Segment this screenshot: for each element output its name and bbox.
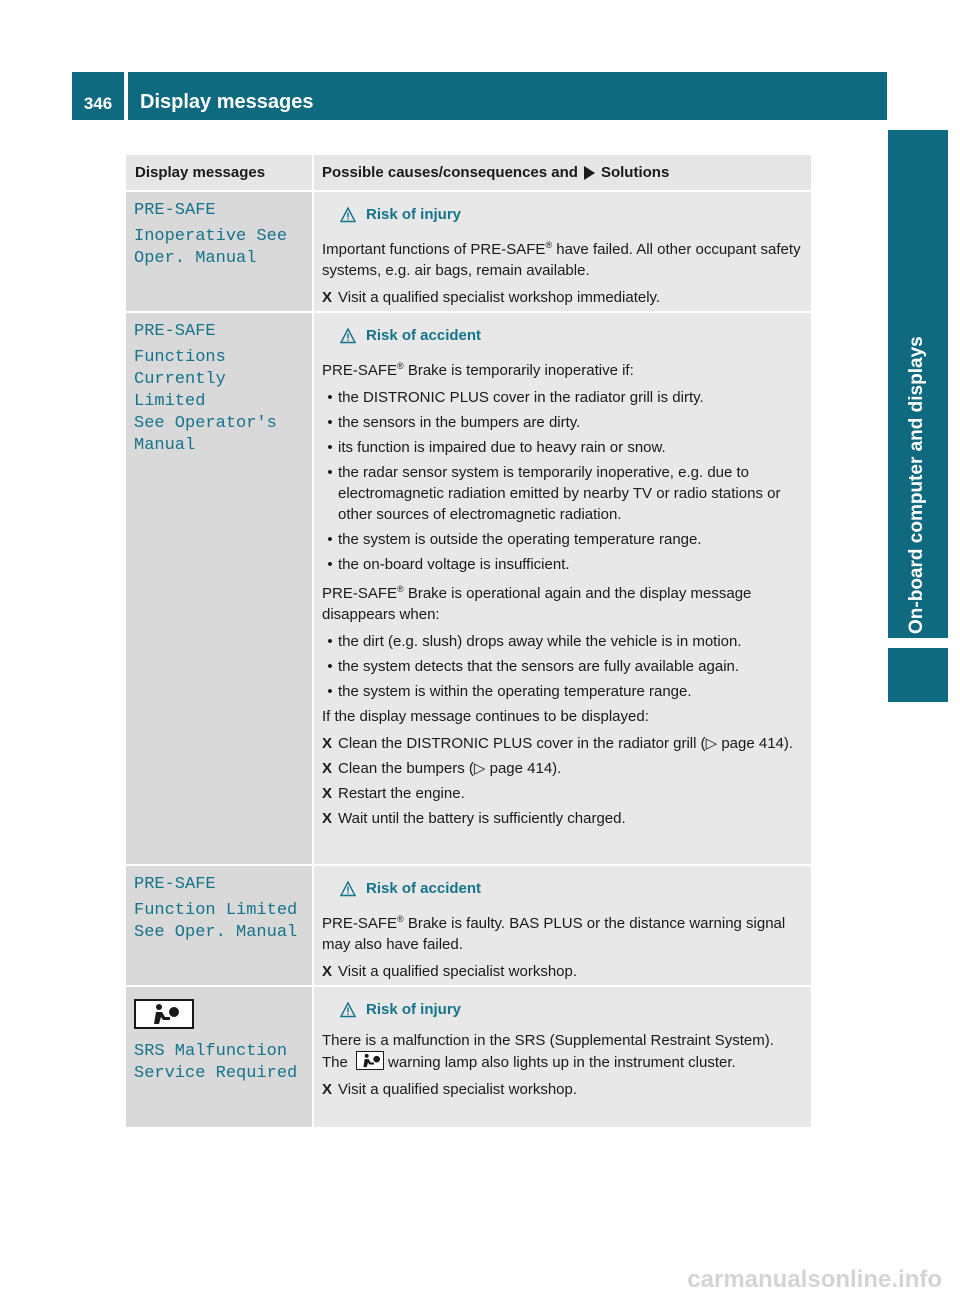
action-step: X Wait until the battery is sufficiently charged. [322, 810, 626, 827]
warning-triangle-icon [340, 881, 356, 897]
col-header-prefix: Possible causes/consequences and [322, 164, 578, 181]
table-row [126, 313, 811, 866]
list-item: • the sensors in the bumpers are dirty. [327, 414, 581, 431]
table-row [126, 192, 811, 313]
warning-heading [340, 878, 803, 899]
description: PRE-SAFE® Brake is faulty. BAS PLUS or the distance warning signal may also have failed. [322, 914, 786, 953]
description: If the display message continues to be displayed: [322, 708, 649, 725]
display-message [126, 313, 314, 864]
list-item: • the system is outside the operating temperature range. [327, 531, 702, 548]
message-line: PRE-SAFE [134, 875, 216, 894]
warning-heading [340, 325, 803, 346]
message-line: Functions [134, 348, 226, 367]
description: There is a malfunction in the SRS (Supplemental Restraint System). The warning lamp also lights up in the instrument cluster. [322, 1032, 774, 1071]
display-messages-table [126, 155, 811, 1129]
message-line: SRS Malfunction [134, 1042, 288, 1061]
action-marker-icon: X [322, 963, 333, 980]
list-item: • the system detects that the sensors are fully available again. [327, 658, 740, 675]
warning-triangle-icon [340, 207, 356, 223]
display-message [126, 866, 314, 985]
message-line: Function Limited [134, 901, 298, 920]
page-title: Display messages [128, 72, 887, 120]
message-line: Currently Limited [134, 370, 226, 411]
airbag-warning-lamp-icon [356, 1051, 384, 1070]
causes-solutions [314, 313, 811, 864]
message-line: See Oper. Manual [134, 923, 298, 942]
table-header [126, 155, 811, 192]
arrow-right-icon [584, 166, 595, 180]
section-side-tab-label: On-board computer and displays [906, 336, 927, 634]
warning-heading [340, 204, 803, 225]
warning-label: Risk of injury [366, 206, 462, 223]
action-marker-icon: X [322, 735, 333, 752]
warning-heading [340, 999, 803, 1020]
causes-solutions [314, 192, 811, 311]
col-header-display-messages: Display messages [126, 155, 314, 190]
action-marker-icon: X [322, 289, 333, 306]
watermark: carmanualsonline.info [687, 1266, 942, 1293]
action-step: X Clean the bumpers (▷ page 414). [322, 760, 562, 777]
list-item: • the DISTRONIC PLUS cover in the radiator grill is dirty. [327, 389, 704, 406]
col-header-causes-solutions [314, 155, 811, 190]
action-marker-icon: X [322, 810, 333, 827]
action-marker-icon: X [322, 760, 333, 777]
display-message [126, 987, 314, 1127]
airbag-warning-icon [134, 999, 194, 1029]
action-step: X Visit a qualified specialist workshop. [322, 963, 578, 980]
list-item: • its function is impaired due to heavy rain or snow. [327, 439, 666, 456]
col-header-suffix: Solutions [600, 164, 670, 181]
list-item: • the system is within the operating temperature range. [327, 683, 692, 700]
side-tab-marker [888, 648, 948, 702]
action-marker-icon: X [322, 785, 333, 802]
table-row [126, 866, 811, 987]
message-line: Service Required [134, 1064, 298, 1083]
warning-label: Risk of accident [366, 880, 482, 897]
table-row [126, 987, 811, 1129]
action-step: X Visit a qualified specialist workshop. [322, 1081, 578, 1098]
description: PRE-SAFE® Brake is operational again and the display message disappears when: [322, 584, 752, 623]
causes-solutions [314, 987, 811, 1127]
message-line: Manual [134, 436, 196, 455]
warning-triangle-icon [340, 328, 356, 344]
causes-solutions [314, 866, 811, 985]
list-item: • the radar sensor system is temporarily inoperative, e.g. due to electromagnetic radiation emitted by nearby TV or radio stations or other sources of electromagnetic radiation. [327, 464, 781, 523]
message-line: PRE-SAFE [134, 322, 216, 341]
warning-label: Risk of injury [366, 1001, 462, 1018]
display-message [126, 192, 314, 311]
list-item: • the on-board voltage is insufficient. [327, 556, 570, 573]
message-line: See Operator's [134, 414, 277, 433]
description: PRE-SAFE® Brake is temporarily inoperative if: [322, 361, 634, 379]
action-step: X Visit a qualified specialist workshop immediately. [322, 289, 661, 306]
warning-label: Risk of accident [366, 327, 482, 344]
section-side-tab [888, 130, 948, 638]
action-step: X Restart the engine. [322, 785, 465, 802]
message-line: Inoperative See [134, 227, 288, 246]
description: Important functions of PRE-SAFE® have failed. All other occupant safety systems, e.g. air bags, remain available. [322, 240, 801, 279]
page-number: 346 [72, 72, 124, 120]
warning-triangle-icon [340, 1002, 356, 1018]
action-step: X Clean the DISTRONIC PLUS cover in the radiator grill (▷ page 414). [322, 735, 794, 752]
list-item: • the dirt (e.g. slush) drops away while the vehicle is in motion. [327, 633, 742, 650]
action-marker-icon: X [322, 1081, 333, 1098]
message-line: Oper. Manual [134, 249, 257, 268]
message-line: PRE-SAFE [134, 201, 216, 220]
